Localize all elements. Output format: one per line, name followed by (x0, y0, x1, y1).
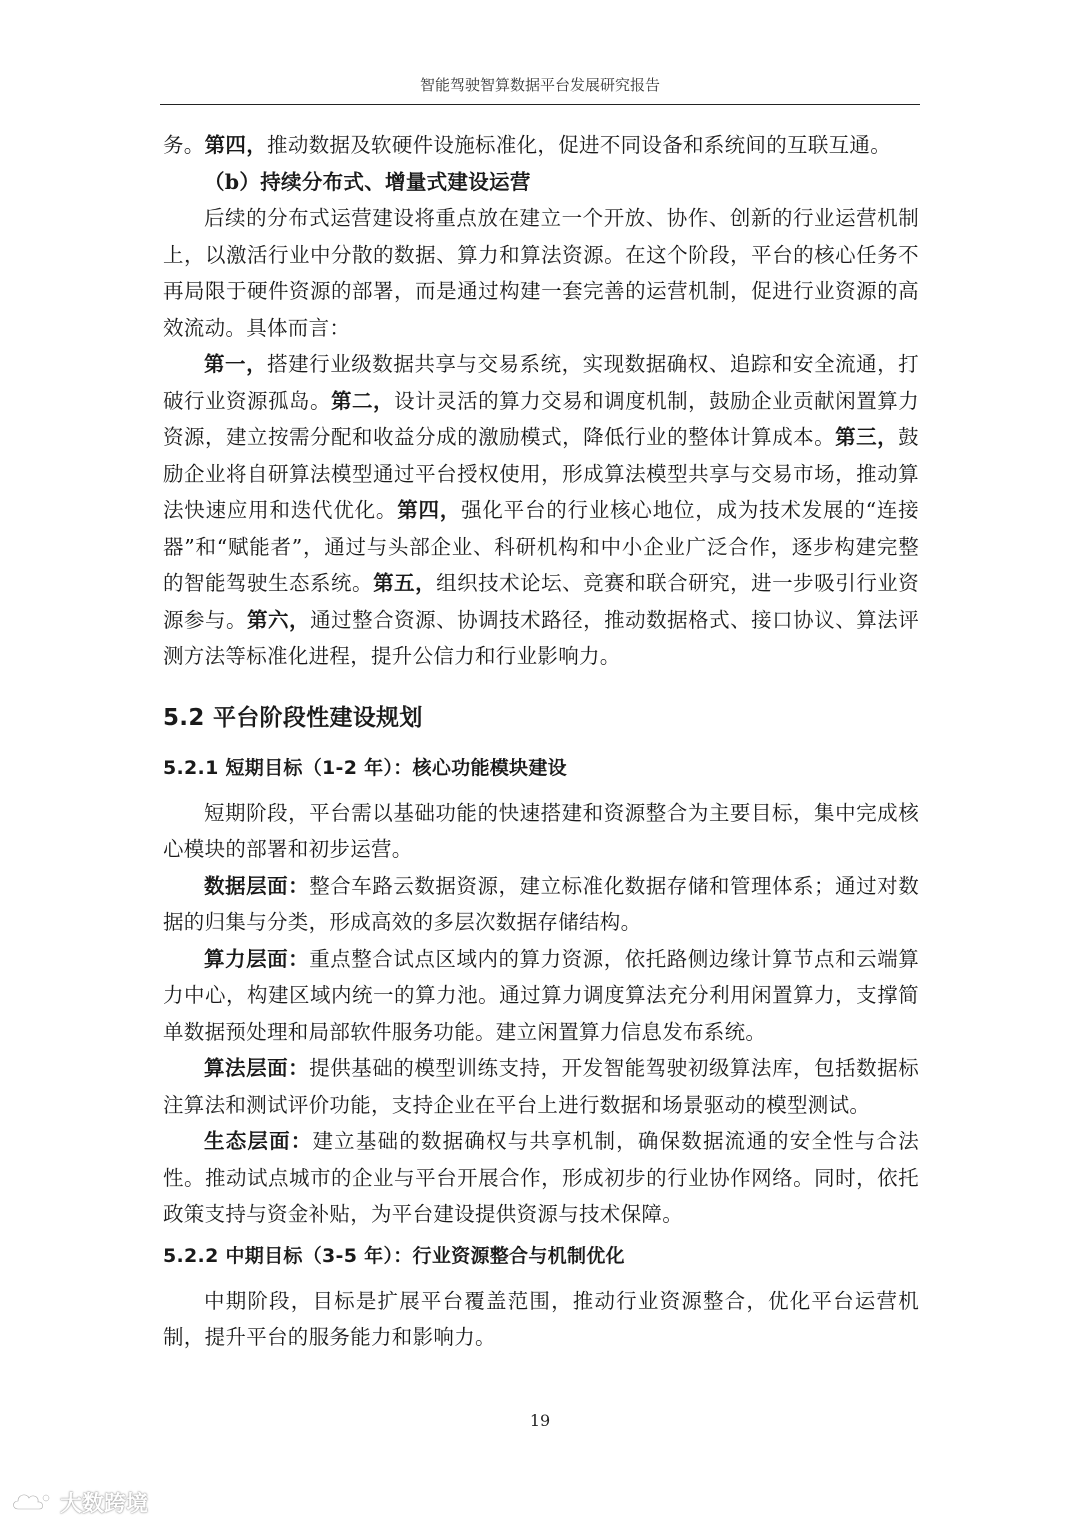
text-run: 通过整合资源、协调技术路径，推动数据格式、接口协议、算法评测方法等标准化进程，提升公信力和行业影响力。 (163, 607, 920, 668)
page-header: 智能驾驶智算数据平台发展研究报告 (419, 76, 660, 94)
paragraph-data-level (163, 868, 919, 941)
section-heading-5-2-2: 5.2.2 中期目标（3-5 年）：行业资源整合与机制优化 (163, 1244, 625, 1267)
text-run: 提供基础的模型训练支持，开发智能驾驶初级算法库，包括数据标注算法和测试评价功能，支持企业在平台上进行数据和场景驱动的模型测试。 (163, 1056, 920, 1117)
text-run: 设计灵活的算力交易和调度机制，鼓励企业贡献闲置算力资源，建立按需分配和收益分成的激励模式，降低行业的整体计算成本。 (163, 388, 920, 449)
text-run: 组织技术论坛、竞赛和联合研究，进一步吸引行业资源参与。 (163, 571, 920, 632)
bold-lead-text: 第四， (204, 133, 268, 157)
section-heading-5-2-1: 5.2.1 短期目标（1-2 年）：核心功能模块建设 (163, 756, 567, 779)
paragraph-continuation (163, 127, 919, 164)
bold-lead-text: 数据层面： (204, 873, 310, 898)
text-run: 鼓励企业将自研算法模型通过平台授权使用，形成算法模型共享与交易市场，推动算法快速应用和迭代优化。 (163, 425, 919, 522)
text-run: 务。 (163, 133, 205, 157)
header-divider (160, 104, 920, 105)
bold-lead-text: 第三， (835, 425, 899, 449)
text-run: 建立基础的数据确权与共享机制，确保数据流通的安全性与合法性。推动试点城市的企业与平台开展合作，形成初步的行业协作网络。同时，依托政策支持与资金补贴，为平台建设提供资源与技术保障。 (163, 1129, 919, 1226)
text-run: 搭建行业级数据共享与交易系统，实现数据确权、追踪和安全流通，打破行业资源孤岛。 (163, 352, 919, 413)
cloud-logo-icon (10, 1489, 54, 1515)
watermark-text: 大数跨境 (60, 1491, 149, 1517)
paragraph-measures-list (163, 346, 919, 675)
bold-lead-text: 第四， (397, 498, 462, 522)
text-run: 强化平台的行业核心地位，成为技术发展的“连接器”和“赋能者”，通过与头部企业、科研机构和中小企业广泛合作，逐步构建完整的智能驾驶生态系统。 (163, 498, 919, 595)
paragraph-distributed-operation: 后续的分布式运营建设将重点放在建立一个开放、协作、创新的行业运营机制上，以激活行业中分散的数据、算力和算法资源。在这个阶段，平台的核心任务不再局限于硬件资源的部署，而是通过构建一套完善的运营机制，促进行业资源的高效流动。具体而言： (163, 206, 919, 340)
paragraph-mid-term-intro: 中期阶段，目标是扩展平台覆盖范围，推动行业资源整合，优化平台运营机制，提升平台的服务能力和影响力。 (163, 1288, 919, 1349)
bold-lead-text: 第五， (373, 571, 437, 595)
bold-lead-text: 第六， (247, 607, 311, 632)
page-content (163, 127, 919, 1356)
watermark (10, 1487, 148, 1517)
page-number: 19 (529, 1411, 551, 1430)
paragraph-compute-level (163, 941, 919, 1051)
paragraph-algorithm-level (163, 1050, 919, 1123)
bold-lead-text: 算力层面： (204, 946, 310, 971)
text-run: 重点整合试点区域内的算力资源，依托路侧边缘计算节点和云端算力中心，构建区域内统一的算力池。通过算力调度算法充分利用闲置算力，支撑简单数据预处理和局部软件服务功能。建立闲置算力信息发布系统。 (163, 946, 920, 1044)
text-run: 推动数据及软硬件设施标准化，促进不同设备和系统间的互联互通。 (267, 133, 892, 157)
text-run: 整合车路云数据资源，建立标准化数据存储和管理体系；通过对数据的归集与分类，形成高效的多层次数据存储结构。 (163, 873, 920, 934)
bold-lead-text: 第一， (204, 352, 268, 376)
paragraph-short-term-intro: 短期阶段，平台需以基础功能的快速搭建和资源整合为主要目标，集中完成核心模块的部署和初步运营。 (163, 800, 919, 861)
subheading-b: （b）持续分布式、增量式建设运营 (204, 169, 531, 194)
bold-lead-text: 算法层面： (204, 1056, 310, 1080)
paragraph-ecosystem-level (163, 1123, 919, 1233)
bold-lead-text: 生态层面： (204, 1129, 313, 1153)
section-heading-5-2: 5.2 平台阶段性建设规划 (163, 704, 423, 731)
bold-lead-text: 第二， (331, 388, 395, 413)
